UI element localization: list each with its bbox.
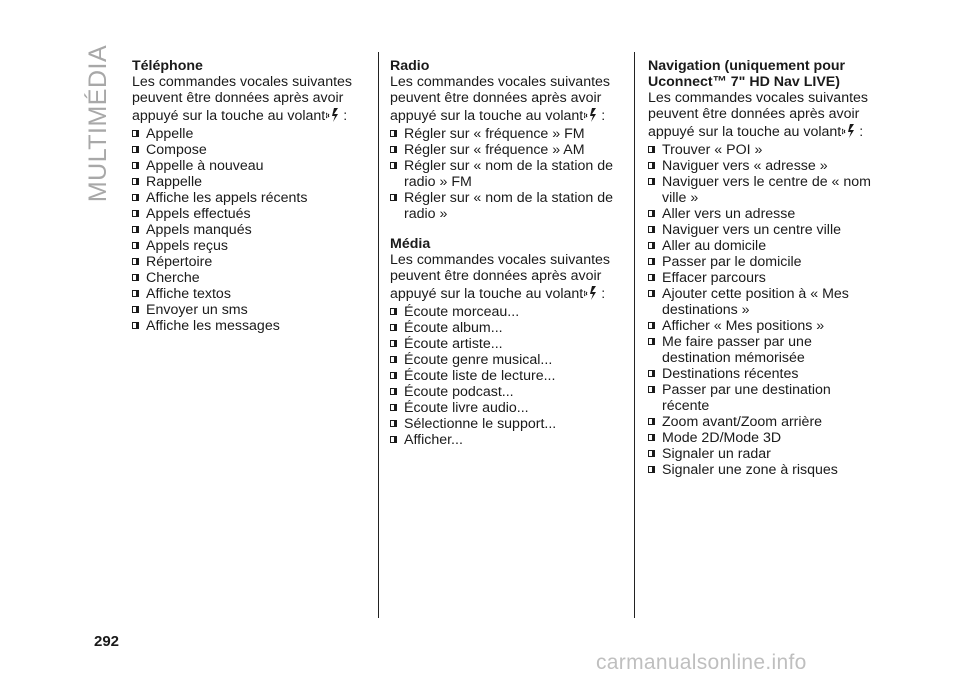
bullet-box-icon	[132, 306, 139, 313]
bullet-box-icon	[390, 130, 397, 137]
list-item: Répertoire	[132, 254, 364, 270]
bullet-box-icon	[648, 226, 655, 233]
column-telephone	[132, 58, 364, 334]
watermark: carmanualsonline.info	[596, 651, 807, 674]
bullet-box-icon	[390, 340, 397, 347]
intro-telephone	[132, 74, 364, 124]
list-item: Affiche les messages	[132, 318, 364, 334]
column-radio-media	[390, 58, 620, 448]
section-title-text: MULTIMÉDIA	[84, 44, 113, 202]
bullet-box-icon	[132, 210, 139, 217]
list-item: Effacer parcours	[648, 270, 880, 286]
list-media	[390, 304, 620, 448]
bullet-box-icon	[648, 434, 655, 441]
list-item: Sélectionne le support...	[390, 416, 620, 432]
intro-telephone-colon: :	[343, 108, 348, 124]
list-item: Ajouter cette position à « Mes destinations »	[648, 286, 880, 318]
steering-wheel-voice-icon	[842, 122, 856, 140]
list-item: Écoute livre audio...	[390, 400, 620, 416]
list-item: Appelle	[132, 126, 364, 142]
bullet-box-icon	[390, 146, 397, 153]
list-item: Régler sur « nom de la station de radio » FM	[390, 158, 620, 190]
bullet-box-icon	[648, 338, 655, 345]
list-item: Afficher...	[390, 432, 620, 448]
bullet-box-icon	[132, 258, 139, 265]
heading-navigation: Navigation (uniquement pour Uconnect™ 7" HD Nav LIVE)	[648, 58, 846, 90]
list-item: Appels effectués	[132, 206, 364, 222]
heading-telephone: Téléphone	[132, 58, 203, 74]
bullet-box-icon	[132, 130, 139, 137]
intro-radio-colon: :	[601, 108, 606, 124]
bullet-box-icon	[648, 258, 655, 265]
bullet-box-icon	[648, 162, 655, 169]
steering-wheel-voice-icon	[326, 106, 340, 124]
page-number: 292	[94, 633, 120, 650]
steering-wheel-voice-icon	[584, 284, 598, 302]
list-item: Naviguer vers le centre de « nom ville »	[648, 174, 880, 206]
list-item: Aller vers un adresse	[648, 206, 880, 222]
steering-wheel-voice-icon	[584, 106, 598, 124]
column-divider	[378, 52, 379, 618]
intro-media-colon: :	[601, 286, 606, 302]
list-item: Écoute liste de lecture...	[390, 368, 620, 384]
bullet-box-icon	[648, 322, 655, 329]
intro-radio-text: Les commandes vocales suivantes peuvent être données après avoir appuyé sur la touche au volant	[390, 74, 611, 124]
list-item: Zoom avant/Zoom arrière	[648, 414, 880, 430]
bullet-box-icon	[648, 178, 655, 185]
list-item: Destinations récentes	[648, 366, 880, 382]
list-navigation	[648, 142, 880, 478]
bullet-box-icon	[648, 370, 655, 377]
bullet-box-icon	[390, 356, 397, 363]
list-item: Signaler une zone à risques	[648, 462, 880, 478]
column-divider	[634, 52, 635, 618]
bullet-box-icon	[132, 274, 139, 281]
list-item: Écoute morceau...	[390, 304, 620, 320]
list-item: Naviguer vers un centre ville	[648, 222, 880, 238]
heading-media: Média	[390, 236, 431, 252]
list-item: Régler sur « nom de la station de radio »	[390, 190, 620, 222]
bullet-box-icon	[390, 324, 397, 331]
list-item: Signaler un radar	[648, 446, 880, 462]
list-item: Cherche	[132, 270, 364, 286]
list-item: Mode 2D/Mode 3D	[648, 430, 880, 446]
bullet-box-icon	[390, 436, 397, 443]
list-item: Rappelle	[132, 174, 364, 190]
bullet-box-icon	[648, 242, 655, 249]
bullet-box-icon	[132, 178, 139, 185]
bullet-box-icon	[132, 290, 139, 297]
bullet-box-icon	[132, 242, 139, 249]
list-item: Appelle à nouveau	[132, 158, 364, 174]
list-item: Aller au domicile	[648, 238, 880, 254]
list-item: Passer par le domicile	[648, 254, 880, 270]
bullet-box-icon	[648, 466, 655, 473]
bullet-box-icon	[390, 162, 397, 169]
bullet-box-icon	[132, 146, 139, 153]
list-item: Compose	[132, 142, 364, 158]
bullet-box-icon	[390, 388, 397, 395]
list-item: Régler sur « fréquence » FM	[390, 126, 620, 142]
list-item: Écoute genre musical...	[390, 352, 620, 368]
bullet-box-icon	[648, 274, 655, 281]
bullet-box-icon	[390, 308, 397, 315]
intro-media-text: Les commandes vocales suivantes peuvent être données après avoir appuyé sur la touche au volant	[390, 252, 611, 302]
bullet-box-icon	[648, 386, 655, 393]
list-item: Écoute podcast...	[390, 384, 620, 400]
list-item: Appels manqués	[132, 222, 364, 238]
section-title	[84, 44, 113, 202]
column-navigation	[648, 58, 880, 478]
bullet-box-icon	[390, 404, 397, 411]
bullet-box-icon	[132, 194, 139, 201]
list-item: Régler sur « fréquence » AM	[390, 142, 620, 158]
list-item: Appels reçus	[132, 238, 364, 254]
list-item: Passer par une destination récente	[648, 382, 880, 414]
bullet-box-icon	[648, 210, 655, 217]
bullet-box-icon	[132, 162, 139, 169]
list-item: Affiche textos	[132, 286, 364, 302]
heading-radio: Radio	[390, 58, 430, 74]
list-item: Affiche les appels récents	[132, 190, 364, 206]
list-item: Me faire passer par une destination mémorisée	[648, 334, 880, 366]
bullet-box-icon	[390, 372, 397, 379]
intro-radio	[390, 74, 620, 124]
bullet-box-icon	[648, 290, 655, 297]
intro-navigation-colon: :	[859, 124, 864, 140]
intro-navigation	[648, 90, 880, 140]
bullet-box-icon	[132, 322, 139, 329]
list-radio	[390, 126, 620, 222]
bullet-box-icon	[648, 418, 655, 425]
list-item: Afficher « Mes positions »	[648, 318, 880, 334]
intro-telephone-text: Les commandes vocales suivantes peuvent être données après avoir appuyé sur la touche au volant	[132, 74, 353, 124]
list-item: Trouver « POI »	[648, 142, 880, 158]
list-item: Naviguer vers « adresse »	[648, 158, 880, 174]
bullet-box-icon	[648, 450, 655, 457]
bullet-box-icon	[390, 194, 397, 201]
intro-navigation-text: Les commandes vocales suivantes peuvent être données après avoir appuyé sur la touche au volant	[648, 90, 869, 140]
list-telephone	[132, 126, 364, 334]
list-item: Écoute album...	[390, 320, 620, 336]
intro-media	[390, 252, 620, 302]
bullet-box-icon	[648, 146, 655, 153]
bullet-box-icon	[390, 420, 397, 427]
list-item: Écoute artiste...	[390, 336, 620, 352]
list-item: Envoyer un sms	[132, 302, 364, 318]
bullet-box-icon	[132, 226, 139, 233]
